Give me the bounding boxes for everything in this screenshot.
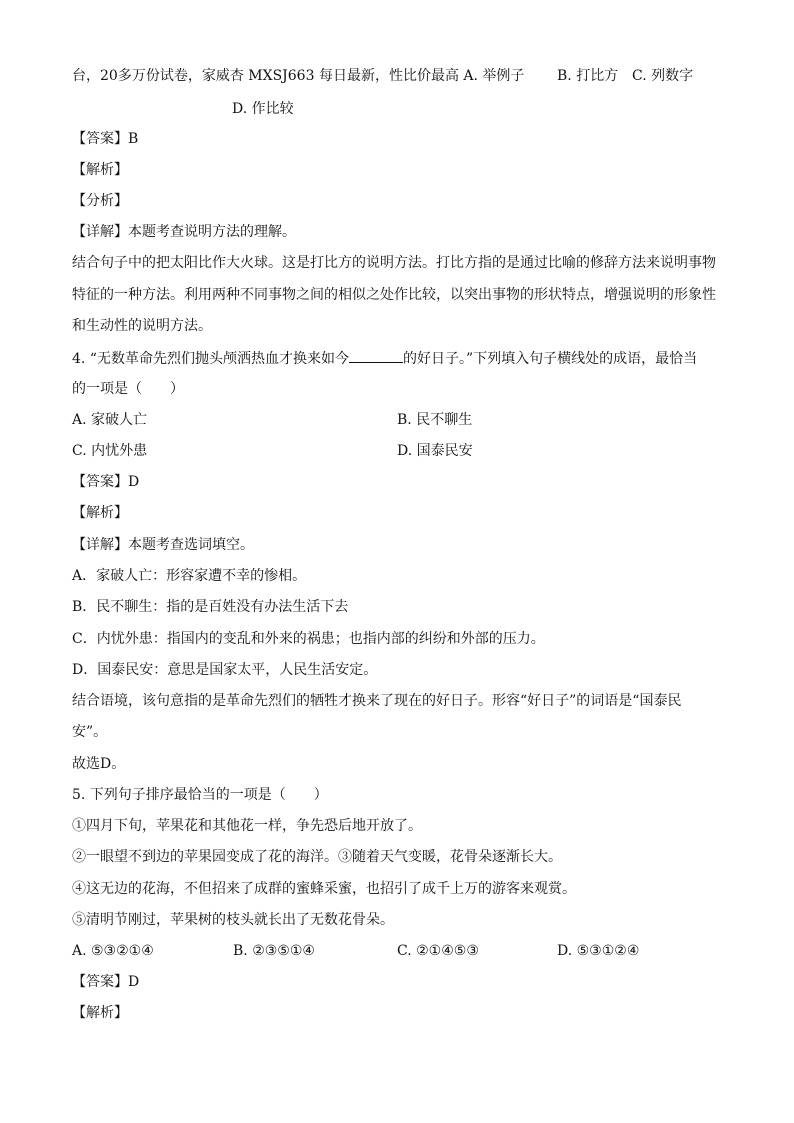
q4-conclusion-1: 结合语境，该句意指的是革命先烈们的牺牲才换来了现在的好日子。形容“好日子”的词语是“国泰民: [72, 693, 682, 709]
q4-analysis-heading: 【解析】: [72, 505, 128, 521]
q3-fenxi-heading: 【分析】: [72, 193, 128, 209]
q4-fill-blank: [349, 348, 403, 363]
q3-option-c: C. 列数字: [632, 68, 694, 84]
q5-analysis-heading: 【解析】: [72, 1005, 128, 1021]
q4-stem-post: 的好日子。”下列填入句子横线处的成语，最恰当: [402, 351, 698, 367]
q3-detail: 【详解】本题考查说明方法的理解。: [72, 224, 296, 240]
q4-answer: 【答案】D: [72, 474, 140, 490]
q4-option-d: D. 国泰民安: [397, 443, 473, 459]
q3-explanation-1: 结合句子中的把太阳比作大火球。这是打比方的说明方法。打比方指的是通过比喻的修辞方法来说明事物: [72, 255, 716, 271]
q5-option-c: C. ②①④⑤③: [397, 943, 479, 959]
q4-explain-a: A．家破人亡：形容家遭不幸的惨相。: [72, 568, 307, 584]
q5-answer: 【答案】D: [72, 974, 140, 990]
q4-explain-d: D．国泰民安：意思是国家太平，人民生活安定。: [72, 662, 378, 678]
q4-explain-c: C．内忧外患：指国内的变乱和外来的祸患；也指内部的纠纷和外部的压力。: [72, 631, 545, 647]
q5-sentence-5: ⑤清明节刚过，苹果树的枝头就长出了无数花骨朵。: [72, 912, 394, 928]
q3-options-line: [72, 66, 524, 86]
q5-stem: 5. 下列句子排序最恰当的一项是（ ）: [72, 787, 328, 803]
q3-answer: 【答案】B: [72, 131, 139, 147]
q5-option-d: D. ⑤③①②④: [557, 943, 640, 959]
q5-sentence-4: ④这无边的花海，不但招来了成群的蜜蜂采蜜，也招引了成千上万的游客来观赏。: [72, 881, 576, 897]
q3-explanation-2: 特征的一种方法。利用两种不同事物之间的相似之处作比较，以突出事物的形状特点，增强说明的形象性: [72, 287, 716, 303]
q4-choose: 故选D。: [72, 756, 126, 772]
q5-option-a: A. ⑤③②①④: [72, 943, 154, 959]
q3-analysis-heading: 【解析】: [72, 162, 128, 178]
q3-line-text: 台，20多万份试卷，家威杏 MXSJ663 每日最新，性比价最高 A. 举例子: [72, 68, 525, 84]
q3-option-b: B. 打比方: [557, 68, 619, 84]
q4-conclusion-2: 安”。: [72, 724, 108, 740]
q4-detail: 【详解】本题考查选词填空。: [72, 537, 254, 553]
q4-explain-b: B．民不聊生：指的是百姓没有办法生活下去: [72, 599, 349, 615]
q3-option-d: D. 作比较: [232, 101, 294, 117]
q4-option-b: B. 民不聊生: [397, 412, 473, 428]
q5-sentence-1: ①四月下旬，苹果花和其他花一样，争先恐后地开放了。: [72, 818, 422, 834]
q4-stem-pre: 4. “无数革命先烈们抛头颅洒热血才换来如今: [72, 351, 349, 367]
q4-stem-line2: 的一项是（ ）: [72, 381, 184, 397]
q4-stem: [72, 348, 697, 369]
q4-option-a: A. 家破人亡: [72, 412, 148, 428]
q5-sentence-2-3: ②一眼望不到边的苹果园变成了花的海洋。③随着天气变暖，花骨朵逐渐长大。: [72, 849, 562, 865]
q3-explanation-3: 和生动性的说明方法。: [72, 318, 212, 334]
q5-option-b: B. ②③⑤①④: [233, 943, 315, 959]
q4-option-c: C. 内忧外患: [72, 443, 148, 459]
